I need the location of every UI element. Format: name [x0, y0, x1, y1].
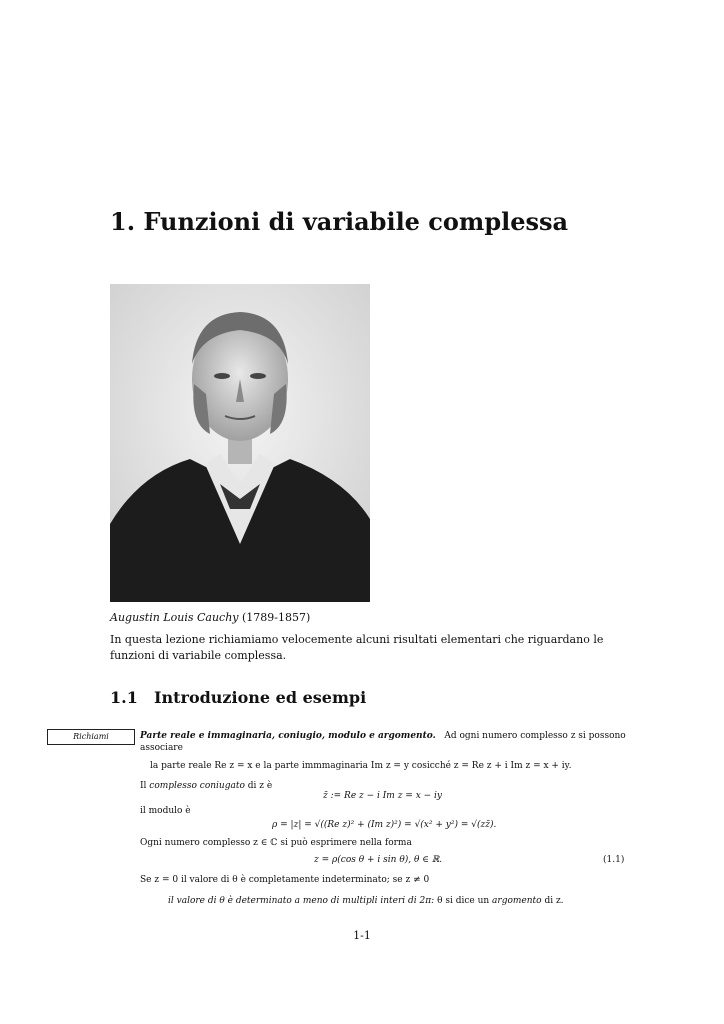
equation-number: (1.1)	[603, 855, 625, 865]
chapter-title: 1. Funzioni di variabile complessa	[110, 207, 569, 236]
argument-italic-text: il valore di θ è determinato a meno di multipli interi di 2π:	[168, 896, 435, 906]
argument-tail: di z.	[541, 896, 564, 906]
section-title: Introduzione ed esempi	[154, 688, 367, 707]
argument-term: argomento	[492, 896, 542, 906]
modulus-intro: il modulo è	[140, 806, 191, 816]
paragraph-lead-title: Parte reale e immaginaria, coniugio, modulo e argomento.	[140, 731, 436, 741]
caption-dates: (1789-1857)	[242, 611, 311, 624]
conjugate-intro-suffix: di z è	[244, 781, 273, 791]
section-heading	[110, 688, 366, 707]
zero-case-line: Se z = 0 il valore di θ è completamente indeterminato; se z ≠ 0	[140, 875, 430, 885]
portrait-caption	[110, 611, 310, 624]
real-imag-line: la parte reale Re z = x e la parte immmaginaria Im z = y cosicché z = Re z + i Im z = x + iy.	[150, 761, 572, 771]
conjugate-intro	[140, 780, 272, 792]
modulus-formula: ρ = |z| = √((Re z)² + (Im z)²) = √(x² + y²) = √(zz̄).	[272, 820, 497, 830]
margin-note: Richiami	[47, 729, 135, 745]
page-number: 1-1	[353, 929, 371, 942]
caption-name: Augustin Louis Cauchy	[110, 611, 239, 624]
polar-formula: z = ρ(cos θ + i sin θ), θ ∈ ℝ.	[314, 855, 443, 865]
intro-paragraph: In questa lezione richiamiamo velocemente alcuni risultati elementari che riguardano le funzioni di variabile complessa.	[110, 633, 604, 662]
conjugate-intro-prefix: Il	[140, 781, 150, 791]
conjugate-term: complesso coniugato	[149, 781, 245, 791]
conjugate-formula: z̄ := Re z − i Im z = x − iy	[323, 791, 442, 801]
polar-intro: Ogni numero complesso z ∈ ℂ si può esprimere nella forma	[140, 838, 412, 848]
argument-roman-text: θ si dice un	[434, 896, 493, 906]
paragraph-lead-text: Ad ogni numero complesso z si possono associare	[140, 731, 626, 753]
cauchy-portrait	[110, 284, 370, 602]
argument-definition	[168, 895, 564, 907]
paragraph-lead	[140, 730, 628, 754]
section-number: 1.1	[110, 688, 138, 707]
